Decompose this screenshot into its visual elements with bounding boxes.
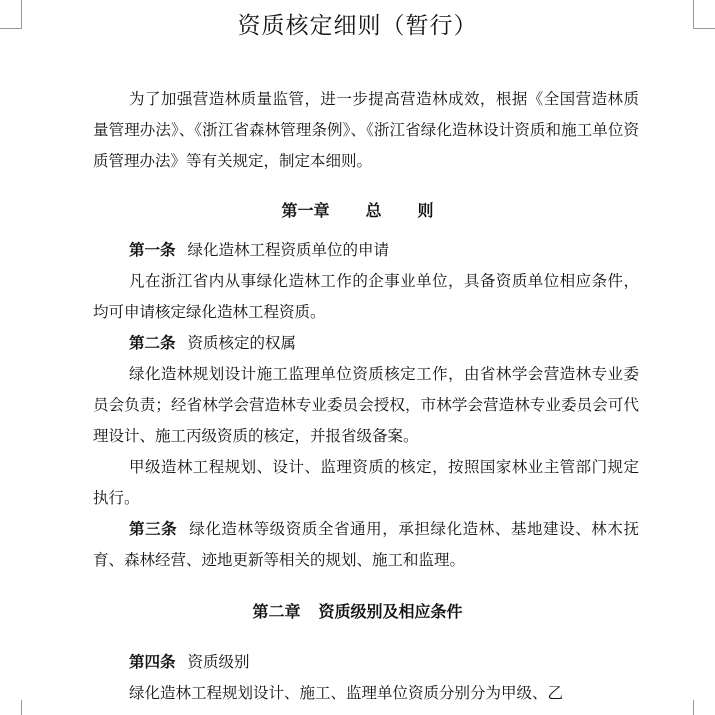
article-2-body-2: 甲级造林工程规划、设计、监理资质的核定，按照国家林业主管部门规定执行。 — [93, 458, 639, 507]
article-1-title: 绿化造林工程资质单位的申请 — [187, 241, 390, 259]
chapter-1-number: 第一章 — [281, 201, 330, 220]
article-2-number: 第二条 — [129, 334, 176, 352]
article-4-title: 资质级别 — [187, 653, 250, 671]
article-4-number: 第四条 — [129, 653, 176, 671]
article-2-heading — [93, 328, 639, 359]
article-2-body-1: 绿化造林规划设计施工监理单位资质核定工作，由省林学会营造林专业委员会负责；经省林学会营造林专业委员会授权，市林学会营造林专业委员会可代理设计、施工丙级资质的核定，并报省级备案。 — [93, 365, 639, 445]
chapter-2-heading — [0, 596, 715, 627]
crop-mark-bottom-right-v — [693, 700, 694, 715]
article-1-body: 凡在浙江省内从事绿化造林工作的企事业单位，具备资质单位相应条件，均可申请核定绿化造林工程资质。 — [93, 272, 639, 321]
chapter-1-title-b: 则 — [417, 201, 434, 220]
article-3-body: 绿化造林等级资质全省通用，承担绿化造林、基地建设、林木抚育、森林经营、迹地更新等相关的规划、施工和监理。 — [93, 520, 639, 569]
article-4-heading — [93, 647, 639, 678]
article-1-number: 第一条 — [129, 241, 176, 259]
article-3-paragraph — [93, 514, 639, 576]
article-1-heading — [93, 235, 639, 266]
preamble-paragraph: 为了加强营造林质量监管，进一步提高营造林成效，根据《全国营造林质量管理办法》、《浙江省森林管理条例》、《浙江省绿化造林设计资质和施工单位资质管理办法》等有关规定，制定本细则。 — [93, 90, 639, 170]
document-title: 资质核定细则（暂行） — [237, 13, 478, 39]
article-4-body: 绿化造林工程规划设计、施工、监理单位资质分别分为甲级、乙 — [129, 684, 564, 702]
crop-mark-bottom-left-v — [21, 700, 22, 715]
chapter-2-title: 资质级别及相应条件 — [318, 602, 463, 621]
article-2-title: 资质核定的权属 — [187, 334, 297, 352]
chapter-1-heading — [0, 195, 715, 226]
article-3-number: 第三条 — [129, 520, 178, 538]
chapter-1-title-a: 总 — [365, 201, 382, 220]
chapter-2-number: 第二章 — [252, 602, 301, 621]
